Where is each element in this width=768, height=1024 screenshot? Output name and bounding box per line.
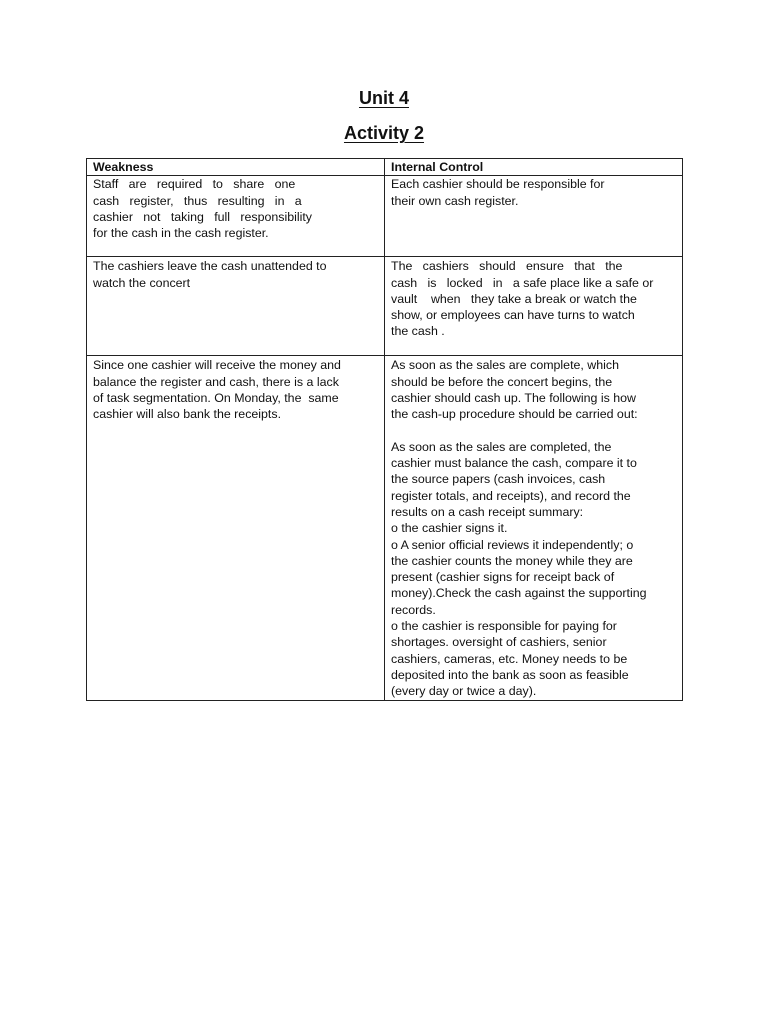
text-line: o the cashier signs it. (391, 521, 508, 536)
text-line: should be before the concert begins, the (391, 374, 613, 389)
text-line: Each cashier should be responsible for (391, 177, 605, 192)
weakness-control-table (86, 158, 683, 701)
text-line: deposited into the bank as soon as feasible (391, 667, 629, 682)
text-line: o A senior official reviews it independently; o (391, 537, 634, 552)
table-row (87, 356, 683, 700)
text-line: money).Check the cash against the supporting (391, 586, 647, 601)
text-line: cashier must balance the cash, compare it to (391, 456, 637, 471)
header-internal-control: Internal Control (385, 159, 683, 176)
text-line: records. (391, 602, 436, 617)
table-header-row (87, 159, 683, 176)
text-line: As soon as the sales are completed, the (391, 439, 612, 454)
text-line: results on a cash receipt summary: (391, 504, 584, 519)
text-line: show, or employees can have turns to watch (391, 308, 635, 323)
text-line: of task segmentation. On Monday, the same (93, 390, 339, 405)
text-line: cash register, thus resulting in a (93, 193, 302, 208)
text-line: cashier will also bank the receipts. (93, 407, 282, 422)
paragraph-gap (391, 422, 676, 438)
text-line: the cash . (391, 324, 445, 339)
text-line: o the cashier is responsible for paying for (391, 619, 617, 634)
text-line: Staff are required to share one (93, 177, 296, 192)
text-line: for the cash in the cash register. (93, 226, 269, 241)
weakness-cell (87, 356, 385, 700)
text-line: (every day or twice a day). (391, 684, 537, 699)
text-line: cashier should cash up. The following is how (391, 390, 636, 405)
text-line: their own cash register. (391, 193, 519, 208)
text-line: present (cashier signs for receipt back of (391, 570, 615, 585)
control-cell (385, 176, 683, 257)
text-line: register totals, and receipts), and record the (391, 488, 631, 503)
text-line: cash is locked in a safe place like a safe or (391, 275, 654, 290)
text-line: cashier not taking full responsibility (93, 209, 313, 224)
header-weakness: Weakness (87, 159, 385, 176)
weakness-cell (87, 176, 385, 257)
text-line: the source papers (cash invoices, cash (391, 472, 606, 487)
text-line: The cashiers leave the cash unattended to (93, 259, 327, 274)
text-line: cashiers, cameras, etc. Money needs to be (391, 651, 628, 666)
text-line: the cash-up procedure should be carried out: (391, 407, 638, 422)
weakness-cell (87, 257, 385, 356)
text-line: shortages. oversight of cashiers, senior (391, 635, 607, 650)
control-cell (385, 257, 683, 356)
text-line: The cashiers should ensure that the (391, 259, 623, 274)
text-line: vault when they take a break or watch the (391, 291, 637, 306)
text-line: balance the register and cash, there is a lack (93, 374, 339, 389)
text-line: As soon as the sales are complete, which (391, 358, 619, 373)
text-line: the cashier counts the money while they are (391, 553, 633, 568)
activity-title: Activity 2 (343, 123, 425, 143)
table-row (87, 176, 683, 257)
unit-title: Unit 4 (358, 88, 409, 108)
text-line: Since one cashier will receive the money and (93, 358, 341, 373)
table-row (87, 257, 683, 356)
text-line: watch the concert (93, 275, 191, 290)
control-cell (385, 356, 683, 700)
